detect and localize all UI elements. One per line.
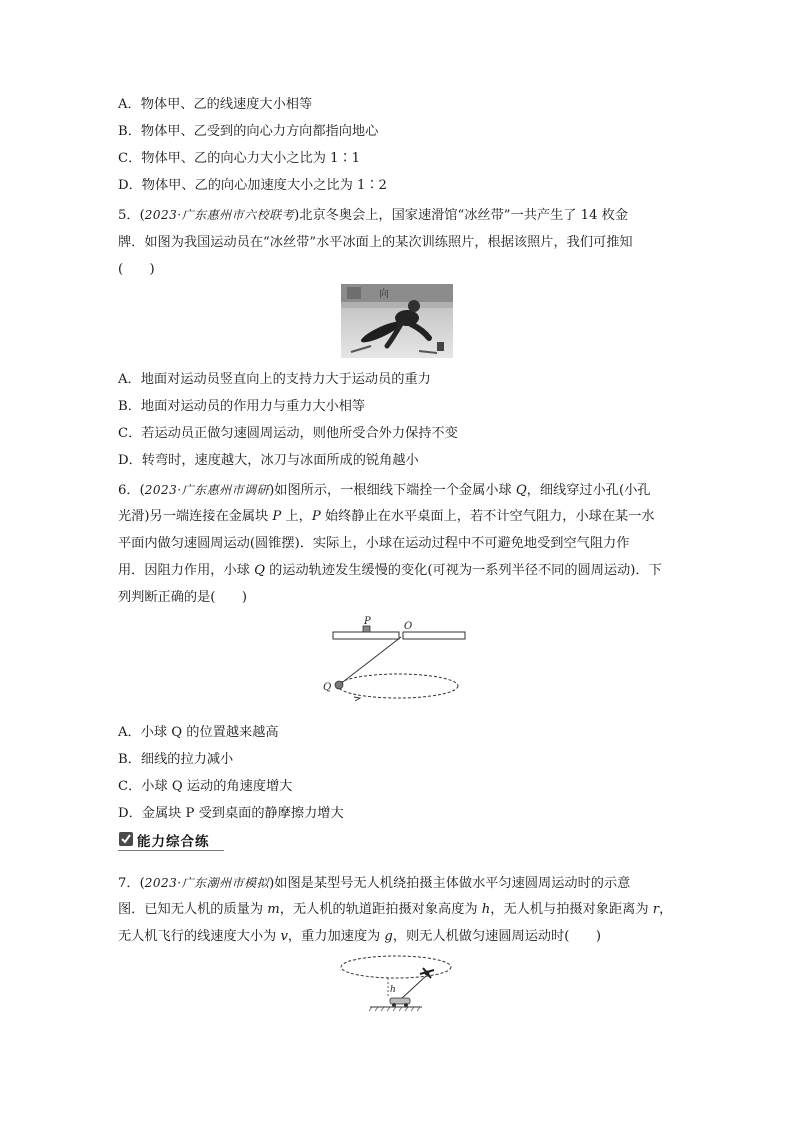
q5-stem-line2: 牌．如图为我国运动员在“冰丝带”水平冰面上的某次训练照片，根据该照片，我们可推知	[118, 235, 633, 250]
q6-source: 广东惠州市调研	[181, 483, 270, 497]
q7-stem-line2: 图．已知无人机的质量为 m，无人机的轨道距拍摄对象高度为 h，无人机与拍摄对象距离为 r，	[118, 902, 673, 917]
q5-option-b: B．地面对运动员的作用力与重力大小相等	[118, 399, 366, 414]
label-p: P	[364, 616, 371, 627]
q7-source: 广东潮州市模拟	[181, 876, 270, 890]
q4-option-b: B．物体甲、乙受到的向心力方向都指向地心	[118, 124, 379, 139]
q7-stem-line3: 无人机飞行的线速度大小为 v，重力加速度为 g，则无人机做匀速圆周运动时( )	[118, 929, 601, 944]
section-rule	[118, 850, 224, 851]
conical-pendulum-diagram	[318, 612, 470, 710]
q6-stem-line1: 6．(2023·广东惠州市调研)如图所示，一根细线下端拴一个金属小球 Q，细线穿过小孔(小孔	[118, 483, 651, 498]
q5-option-a: A．地面对运动员竖直向上的支持力大于运动员的重力	[118, 372, 431, 387]
car-icon	[390, 998, 410, 1007]
q5-option-c: C．若运动员正做匀速圆周运动，则他所受合外力保持不变	[118, 426, 458, 441]
q6-option-b: B．细线的拉力减小	[118, 752, 234, 767]
section-header	[118, 828, 224, 852]
q6-stem-line4: 用．因阻力作用，小球 Q 的运动轨迹发生缓慢的变化(可视为一系列半径不同的圆周运动)．下	[118, 563, 662, 578]
q6-option-d: D．金属块 P 受到桌面的静摩擦力增大	[118, 806, 344, 821]
label-o: O	[404, 621, 413, 632]
q4-option-d: D．物体甲、乙的向心加速度大小之比为 1∶2	[118, 178, 387, 193]
q6-option-c: C．小球 Q 运动的角速度增大	[118, 779, 293, 794]
q5-option-d: D．转弯时，速度越大，冰刀与冰面所成的锐角越小	[118, 453, 419, 468]
q4-option-a: A．物体甲、乙的线速度大小相等	[118, 97, 313, 112]
q7-stem-line1: 7．(2023·广东潮州市模拟)如图是某型号无人机绕拍摄主体做水平匀速圆周运动时的示意	[118, 876, 631, 891]
section-title: 能力综合练	[137, 834, 210, 850]
label-q: Q	[323, 682, 332, 693]
label-h: h	[390, 985, 396, 995]
rink-sign-text: 向	[379, 289, 389, 300]
q4-option-c: C．物体甲、乙的向心力大小之比为 1∶1	[118, 151, 361, 166]
drone-orbit-diagram	[338, 950, 458, 1014]
q6-stem-line5: 列判断正确的是( )	[118, 590, 247, 605]
q6-stem-line3: 平面内做匀速圆周运动(圆锥摆)．实际上，小球在运动过程中不可避免地受到空气阻力作	[118, 536, 630, 551]
q5-source: 广东惠州市六校联考	[181, 208, 295, 222]
q6-option-a: A．小球 Q 的位置越来越高	[118, 725, 279, 740]
check-icon	[119, 832, 133, 846]
q5-stem-line1: 5．(2023·广东惠州市六校联考)北京冬奥会上，国家速滑馆“冰丝带”一共产生了 14 枚金	[118, 208, 629, 223]
speed-skater-photo	[341, 284, 453, 358]
q5-answer-blank: ( )	[118, 262, 155, 277]
q6-stem-line2: 光滑)另一端连接在金属块 P 上，P 始终静止在水平桌面上，若不计空气阻力，小球在某一水	[118, 509, 655, 524]
